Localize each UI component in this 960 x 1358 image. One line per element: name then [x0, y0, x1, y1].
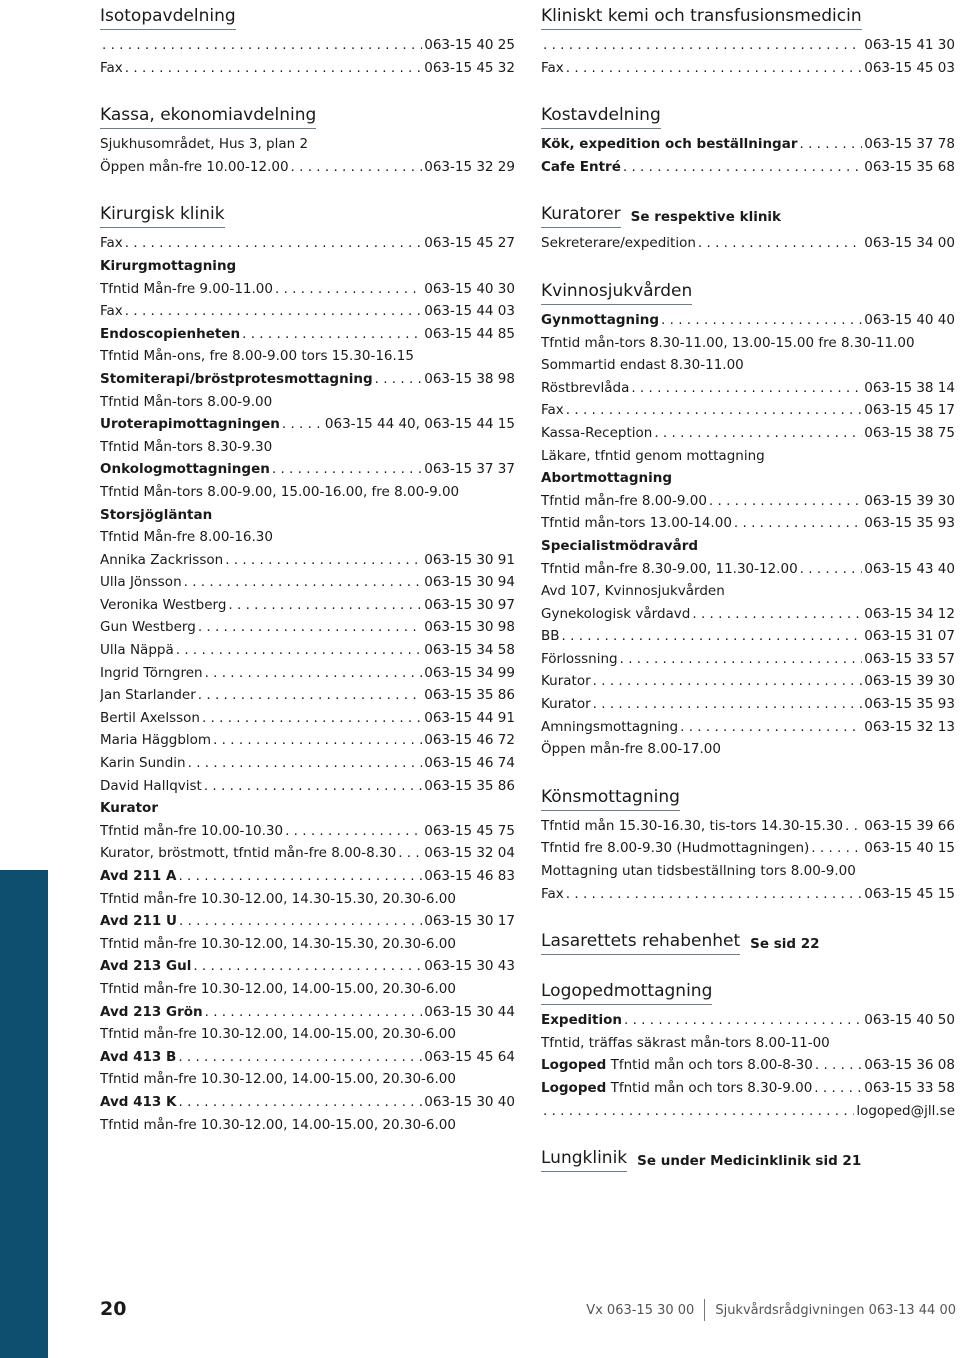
section-title: Kliniskt kemi och transfusionsmedicin: [541, 5, 862, 30]
list-item: Kök, expedition och beställningar . . . 063-15 37 78: [541, 133, 955, 156]
list-item: Abortmottagning: [541, 470, 673, 487]
list-item: Stomiterapi/bröstprotesmottagning . . . 063-15 38 98: [100, 368, 515, 391]
section-title: Isotopavdelning: [100, 5, 236, 30]
section-title: Kirurgisk klinik: [100, 203, 225, 228]
list-item: Amningsmottagning . . . 063-15 32 13: [541, 716, 955, 739]
list-item: Ulla Näppä . . . 063-15 34 58: [100, 639, 515, 662]
list-item: Röstbrevlåda . . . 063-15 38 14: [541, 377, 955, 400]
list-item: Tfntid mån-fre 8.30-9.00, 11.30-12.00 . . . 063-15 43 40: [541, 558, 955, 581]
list-item: Fax . . . 063-15 45 15: [541, 883, 955, 906]
list-item: Avd 211 U . . . 063-15 30 17: [100, 910, 515, 933]
list-item: Tfntid mån-fre 10.30-12.00, 14.00-15.00, 20.30-6.00: [100, 980, 456, 997]
list-item: Avd 211 A . . . 063-15 46 83: [100, 865, 515, 888]
list-item: Ulla Jönsson . . . 063-15 30 94: [100, 571, 515, 594]
list-item: . . . 063-15 41 30: [541, 34, 955, 57]
list-item: Förlossning . . . 063-15 33 57: [541, 648, 955, 671]
list-item: Onkologmottagningen . . . 063-15 37 37: [100, 458, 515, 481]
list-item: Tfntid mån 15.30-16.30, tis-tors 14.30-15.30 . . . 063-15 39 66: [541, 815, 955, 838]
list-item: Fax . . . 063-15 44 03: [100, 300, 515, 323]
list-item: Tfntid mån-fre 8.00-9.00 . . . 063-15 39 30: [541, 490, 955, 513]
switchboard-number: Vx 063-15 30 00: [586, 1302, 695, 1318]
section-title: Kvinnosjukvården: [541, 280, 692, 305]
section-title: Kuratorer: [541, 203, 621, 228]
list-item: Läkare, tfntid genom mottagning: [541, 447, 765, 464]
list-item: Specialistmödravård: [541, 537, 699, 554]
list-item: Veronika Westberg . . . 063-15 30 97: [100, 594, 515, 617]
page-number: 20: [100, 1298, 127, 1320]
section-rehab: [541, 925, 955, 955]
list-item: Endoscopienheten . . . 063-15 44 85: [100, 323, 515, 346]
list-item: Cafe Entré . . . 063-15 35 68: [541, 156, 955, 179]
list-item: . . . 063-15 40 25: [100, 34, 515, 57]
list-item: Kurator . . . 063-15 39 30: [541, 670, 955, 693]
list-item: Gynekologisk vårdavd . . . 063-15 34 12: [541, 603, 955, 626]
section-title: Lasarettets rehabenhet: [541, 930, 740, 955]
advice-line-number: Sjukvårdsrådgivningen 063-13 44 00: [715, 1302, 956, 1318]
list-item: Tfntid Mån-fre 9.00-11.00 . . . 063-15 40 30: [100, 278, 515, 301]
list-item: Tfntid mån-fre 10.30-12.00, 14.00-15.00, 20.30-6.00: [100, 1026, 456, 1043]
section-kost: [541, 99, 955, 178]
section-lung: [541, 1142, 955, 1172]
section-klinkem: [541, 0, 955, 79]
list-item: Tfntid mån-fre 10.30-12.00, 14.00-15.00, 20.30-6.00: [100, 1116, 456, 1133]
list-item: Kirurgmottagning: [100, 257, 237, 274]
list-item: Tfntid mån-fre 10.30-12.00, 14.30-15.30, 20.30-6.00: [100, 890, 456, 907]
list-item: Kurator: [100, 800, 158, 817]
list-item: BB . . . 063-15 31 07: [541, 625, 955, 648]
list-item: Annika Zackrisson . . . 063-15 30 91: [100, 549, 515, 572]
list-item: Avd 413 B . . . 063-15 45 64: [100, 1046, 515, 1069]
list-item: Fax . . . 063-15 45 27: [100, 232, 515, 255]
list-item: Expedition . . . 063-15 40 50: [541, 1009, 955, 1032]
list-item: Fax . . . 063-15 45 32: [100, 57, 515, 80]
list-item: Tfntid Mån-tors 8.30-9.30: [100, 438, 273, 455]
section-isotop: [100, 0, 515, 79]
list-item: Tfntid, träffas säkrast mån-tors 8.00-11-00: [541, 1034, 830, 1051]
list-item: Ingrid Törngren . . . 063-15 34 99: [100, 662, 515, 685]
section-kvinno: [541, 275, 955, 761]
section-title: Logopedmottagning: [541, 980, 712, 1005]
list-item: Tfntid fre 8.00-9.30 (Hudmottagningen) . . . 063-15 40 15: [541, 837, 955, 860]
logoped-list: [541, 1009, 955, 1122]
divider: [704, 1299, 705, 1321]
list-item: Öppen mån-fre 10.00-12.00 . . . 063-15 32 29: [100, 156, 515, 179]
list-item: Sekreterare/expedition . . . 063-15 34 00: [541, 232, 955, 255]
list-item: Avd 213 Grön . . . 063-15 30 44: [100, 1001, 515, 1024]
kvinno-list: [541, 309, 955, 761]
list-item: Mottagning utan tidsbeställning tors 8.00-9.00: [541, 863, 856, 880]
list-item: Fax . . . 063-15 45 03: [541, 57, 955, 80]
section-kons: [541, 781, 955, 905]
list-item: David Hallqvist . . . 063-15 35 86: [100, 775, 515, 798]
list-item: Gun Westberg . . . 063-15 30 98: [100, 616, 515, 639]
section-kuratorer: [541, 198, 955, 255]
section-note: Se respektive klinik: [630, 209, 782, 226]
list-item: Avd 213 Gul . . . 063-15 30 43: [100, 955, 515, 978]
page-edge-bar: [0, 870, 48, 1358]
kons-list: [541, 815, 955, 905]
list-item: Logoped Tfntid mån och tors 8.00-8-30 . . . 063-15 36 08: [541, 1054, 955, 1077]
list-item: Storsjögläntan: [100, 506, 213, 523]
section-note: Se under Medicinklinik sid 21: [637, 1153, 862, 1170]
list-item: Öppen mån-fre 8.00-17.00: [541, 741, 721, 758]
list-item: Kurator . . . 063-15 35 93: [541, 693, 955, 716]
list-item: Kassa-Reception . . . 063-15 38 75: [541, 422, 955, 445]
list-item: Gynmottagning . . . 063-15 40 40: [541, 309, 955, 332]
list-item: Tfntid mån-fre 10.30-12.00, 14.00-15.00, 20.30-6.00: [100, 1071, 456, 1088]
section-title: Könsmottagning: [541, 786, 680, 811]
section-kirurgisk: [100, 198, 515, 1136]
page-footer: [0, 1295, 960, 1325]
left-column: [100, 0, 515, 1156]
list-item: Tfntid mån-tors 13.00-14.00 . . . 063-15 35 93: [541, 512, 955, 535]
list-item: Tfntid Mån-tors 8.00-9.00: [100, 393, 273, 410]
list-item: Maria Häggblom . . . 063-15 46 72: [100, 729, 515, 752]
list-item: Sommartid endast 8.30-11.00: [541, 357, 744, 374]
list-item: Bertil Axelsson . . . 063-15 44 91: [100, 707, 515, 730]
list-item: Avd 107, Kvinnosjukvården: [541, 583, 725, 600]
list-item: . . . logoped@jll.se: [541, 1100, 955, 1123]
list-item: Avd 413 K . . . 063-15 30 40: [100, 1091, 515, 1114]
list-item: Karin Sundin . . . 063-15 46 74: [100, 752, 515, 775]
section-title: Kostavdelning: [541, 104, 661, 129]
right-column: [541, 0, 955, 1192]
list-item: Tfntid mån-fre 10.00-10.30 . . . 063-15 45 75: [100, 820, 515, 843]
list-item: Tfntid Mån-tors 8.00-9.00, 15.00-16.00, fre 8.00-9.00: [100, 483, 460, 500]
section-note: Se sid 22: [750, 936, 820, 953]
list-item: Uroterapimottagningen . . . 063-15 44 40, 063-15 44 15: [100, 413, 515, 436]
list-item: Tfntid Mån-ons, fre 8.00-9.00 tors 15.30-16.15: [100, 348, 414, 365]
kirurgisk-list: [100, 232, 515, 1136]
list-item: Logoped Tfntid mån och tors 8.30-9.00 . . . 063-15 33 58: [541, 1077, 955, 1100]
section-kassa: [100, 99, 515, 178]
section-title: Lungklinik: [541, 1147, 627, 1172]
list-item: Tfntid mån-fre 10.30-12.00, 14.30-15.30, 20.30-6.00: [100, 935, 456, 952]
section-logoped: [541, 975, 955, 1122]
list-item: Sjukhusområdet, Hus 3, plan 2: [100, 136, 309, 153]
section-title: Kassa, ekonomiavdelning: [100, 104, 316, 129]
list-item: Kurator, bröstmott, tfntid mån-fre 8.00-8.30 . . . 063-15 32 04: [100, 842, 515, 865]
list-item: Fax . . . 063-15 45 17: [541, 399, 955, 422]
list-item: Tfntid Mån-fre 8.00-16.30: [100, 529, 273, 546]
list-item: Jan Starlander . . . 063-15 35 86: [100, 684, 515, 707]
list-item: Tfntid mån-tors 8.30-11.00, 13.00-15.00 fre 8.30-11.00: [541, 334, 915, 351]
